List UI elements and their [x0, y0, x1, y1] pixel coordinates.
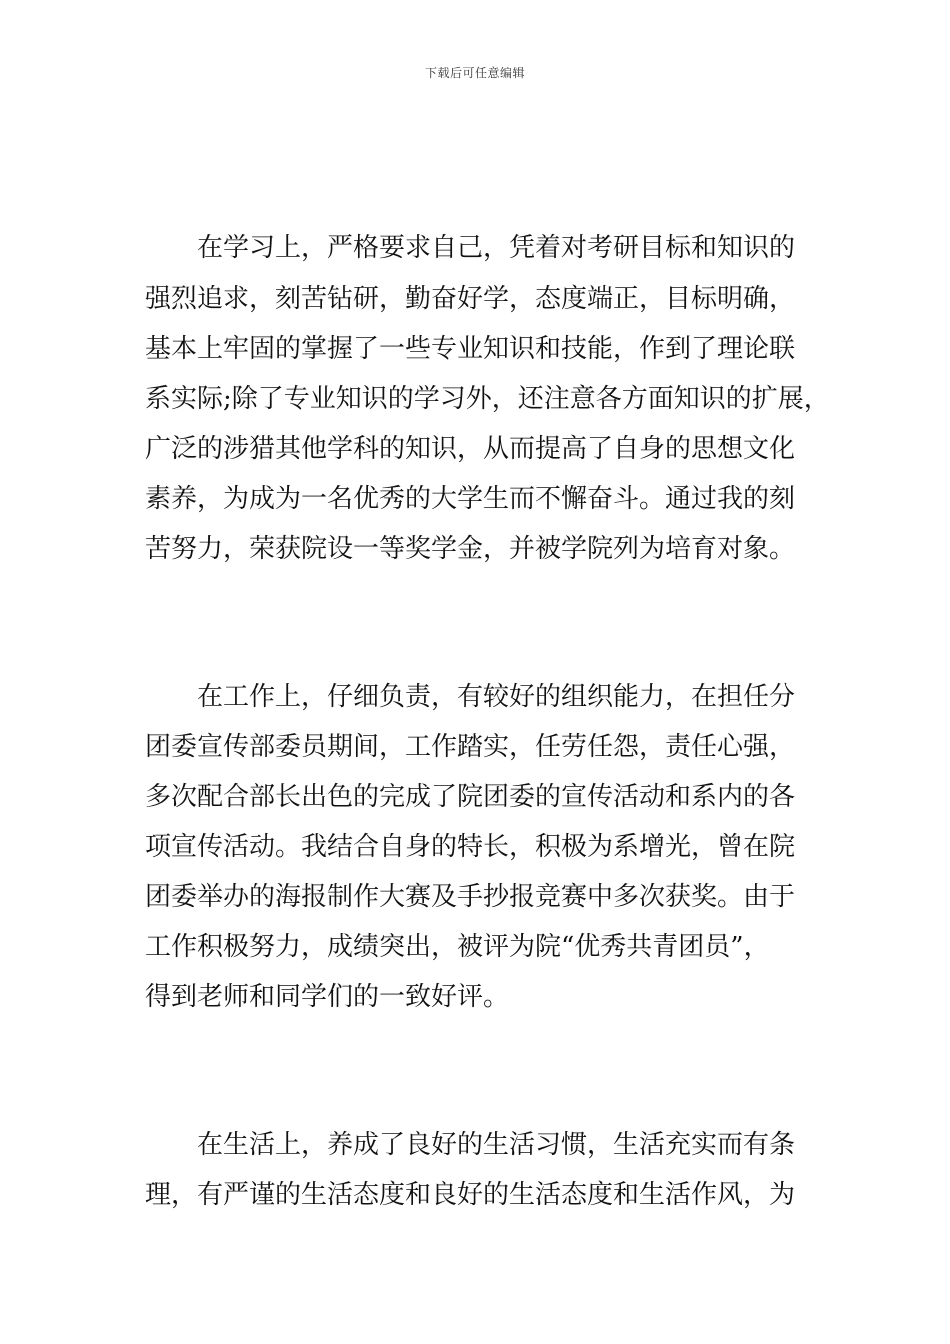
- paragraph-line: 项宣传活动。我结合自身的特长，积极为系增光，曾在院: [145, 832, 796, 862]
- paragraph-line: 素养，为成为一名优秀的大学生而不懈奋斗。通过我的刻: [145, 484, 796, 514]
- paragraph-line: 理，有严谨的生活态度和良好的生活态度和生活作风，为: [145, 1180, 796, 1210]
- header-note: 下载后可任意编辑: [424, 66, 525, 80]
- paragraph-line: 强烈追求，刻苦钻研，勤奋好学，态度端正，目标明确，: [145, 284, 796, 314]
- paragraph-line: 多次配合部长出色的完成了院团委的宣传活动和系内的各: [145, 782, 796, 812]
- paragraph-line: 在学习上，严格要求自己，凭着对考研目标和知识的: [197, 233, 796, 263]
- paragraph-line: 苦努力，荣获院设一等奖学金，并被学院列为培育对象。: [145, 534, 796, 564]
- paragraph-line: 在工作上，仔细负责，有较好的组织能力，在担任分: [197, 682, 796, 712]
- paragraph-line: 基本上牢固的掌握了一些专业知识和技能，作到了理论联: [145, 334, 796, 364]
- paragraph-line: 系实际;除了专业知识的学习外，还注意各方面知识的扩展，: [145, 384, 830, 414]
- paragraph-line: 在生活上，养成了良好的生活习惯，生活充实而有条: [197, 1130, 796, 1160]
- paragraph-line: 广泛的涉猎其他学科的知识，从而提高了自身的思想文化: [145, 434, 796, 464]
- paragraph-line: 团委举办的海报制作大赛及手抄报竞赛中多次获奖。由于: [145, 882, 796, 912]
- paragraph-line: 得到老师和同学们的一致好评。: [145, 982, 510, 1012]
- paragraph-line: 团委宣传部委员期间，工作踏实，任劳任怨，责任心强，: [145, 732, 796, 762]
- paragraph-line: 工作积极努力，成绩突出，被评为院“优秀共青团员”，: [145, 932, 770, 962]
